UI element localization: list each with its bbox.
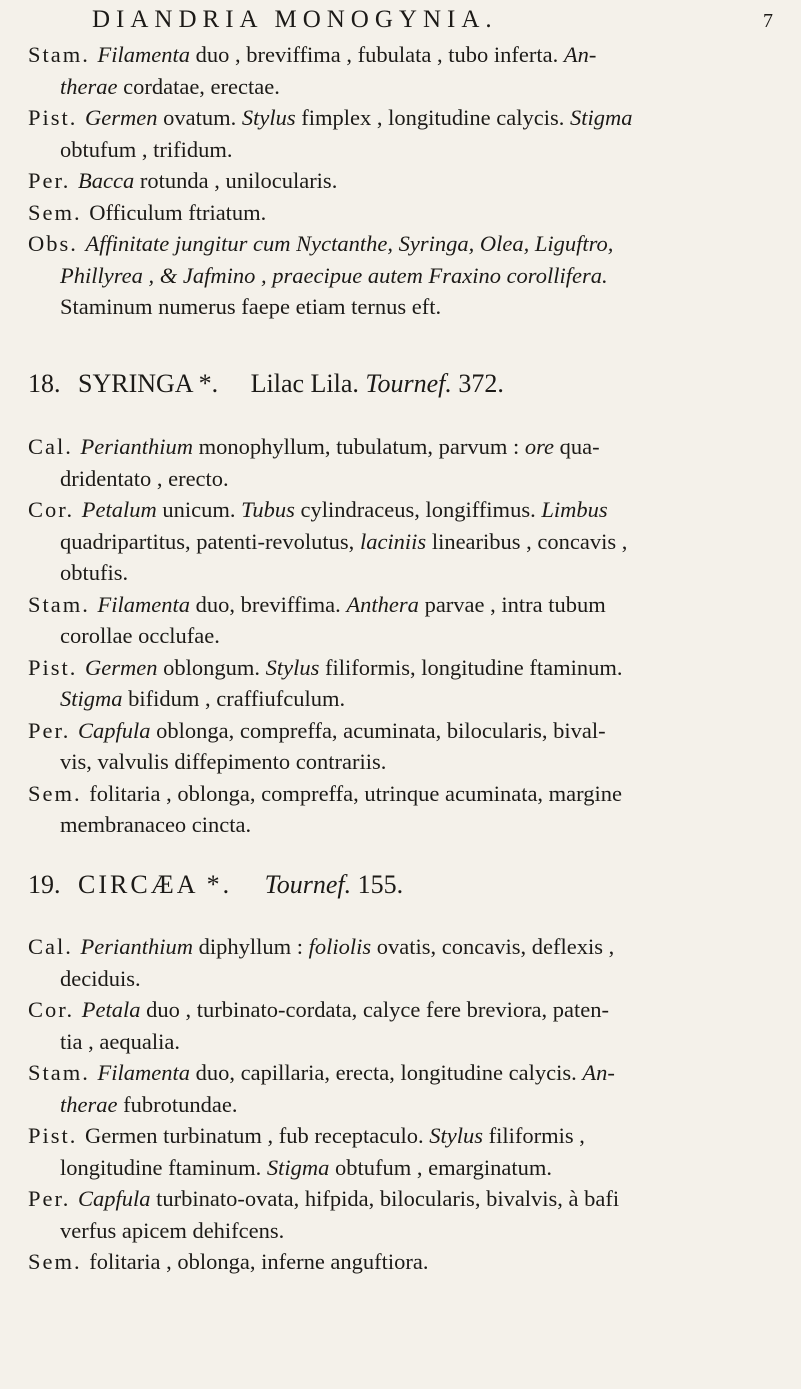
entry-line	[28, 497, 788, 523]
continuation-line	[60, 294, 441, 320]
continuation-line	[60, 686, 345, 712]
text-run: rotunda , unilocularis.	[134, 168, 338, 193]
entry-label: Sem.	[28, 780, 90, 806]
entry-line	[28, 655, 788, 681]
italic-term: therae	[60, 73, 118, 99]
entry-line	[28, 592, 788, 618]
italic-term: Perianthium	[80, 434, 193, 459]
entry-line	[28, 1249, 788, 1275]
entry-label: Pist.	[28, 1123, 86, 1148]
entry-line	[28, 1186, 788, 1212]
entry-line	[28, 42, 788, 68]
text-run: unicum.	[156, 497, 242, 522]
text-run: ovatis, concavis, deflexis ,	[371, 934, 615, 959]
entry-label: Stam.	[28, 42, 98, 67]
entry-line	[28, 105, 788, 131]
entry-label: Pist.	[28, 654, 86, 680]
text-run: folitaria , oblonga, inferne anguftiora.	[89, 1249, 429, 1274]
text-run: parvae , intra tubum	[418, 591, 606, 617]
italic-term: Anthera	[346, 591, 419, 617]
italic-term: Stylus	[241, 105, 296, 130]
italic-term: Capfula	[78, 1186, 151, 1211]
continuation-line	[60, 1155, 552, 1181]
text-run: filiformis ,	[483, 1123, 585, 1148]
reference-page: 155.	[357, 870, 404, 899]
text-run: obtufis.	[60, 560, 129, 585]
genus-number: 18.	[28, 369, 61, 398]
text-run: corollae occlufae.	[60, 623, 220, 648]
genus-heading-syringa	[28, 369, 504, 399]
continuation-line	[60, 74, 280, 100]
entry-label: Per.	[28, 1186, 79, 1211]
italic-term: Capfula	[78, 717, 151, 743]
italic-term: therae	[60, 1091, 118, 1117]
text-run: Germen turbinatum , fub receptaculo.	[85, 1123, 430, 1148]
text-run: fubrotundae.	[117, 1091, 238, 1117]
text-run: monophyllum, tubulatum, parvum :	[193, 434, 525, 459]
continuation-line	[60, 466, 229, 492]
entry-line	[28, 934, 788, 960]
continuation-line	[60, 749, 386, 775]
text-run: duo , breviffima , fubulata , tubo inferta.	[190, 42, 564, 67]
text-run: quadripartitus, patenti-revolutus,	[60, 528, 360, 554]
reference-author: Tournef.	[264, 870, 352, 899]
entry-label: Cal.	[28, 934, 81, 959]
entry-line	[28, 781, 788, 807]
text-run: verfus apicem dehifcens.	[60, 1217, 285, 1243]
italic-term: Bacca	[78, 168, 135, 193]
italic-term: Petalum	[81, 497, 157, 522]
italic-term: laciniis	[359, 528, 427, 554]
italic-term: Stigma	[60, 686, 123, 711]
text-run: tia , aequalia.	[60, 1028, 180, 1054]
page-number: 7	[763, 10, 773, 32]
text-run: deciduis.	[60, 965, 141, 991]
text-run: membranaceo cincta.	[60, 812, 252, 837]
text-run: vis, valvulis diffepimento contrariis.	[60, 749, 387, 774]
italic-term: Affinitate jungitur cum Nyctanthe, Syringa, Olea, Liguftro,	[85, 231, 614, 256]
common-name: Lilac Lila.	[250, 369, 359, 398]
italic-term: Tubus	[241, 497, 295, 522]
italic-term: Filamenta	[97, 591, 190, 617]
italic-term: Limbus	[541, 497, 608, 522]
entry-label: Sem.	[28, 199, 90, 225]
text-run: Staminum numerus faepe etiam ternus eft.	[60, 294, 442, 319]
reference-author: Tournef.	[365, 369, 452, 398]
entry-line	[28, 434, 788, 460]
text-run: Officulum ftriatum.	[89, 199, 267, 225]
continuation-line	[60, 966, 141, 992]
entry-line	[28, 1123, 788, 1149]
genus-name: CIRCÆA *.	[78, 870, 233, 899]
italic-term: Stigma	[266, 1154, 330, 1180]
italic-term: Filamenta	[97, 1060, 190, 1085]
text-run: bifidum , craffiufculum.	[122, 686, 346, 711]
entry-line	[28, 168, 788, 194]
italic-term: Stigma	[569, 105, 633, 130]
reference-page: 372.	[458, 369, 504, 398]
text-run: oblonga, compreffa, acuminata, bilocularis, bival-	[150, 717, 606, 743]
text-run: cylindraceus, longiffimus.	[294, 497, 542, 522]
continuation-line	[60, 623, 220, 649]
text-run: obtufum , emarginatum.	[329, 1154, 553, 1180]
entry-line	[28, 200, 788, 226]
italic-term: Stylus	[265, 654, 320, 680]
continuation-line	[60, 1092, 237, 1118]
italic-term: Stylus	[429, 1123, 484, 1148]
entry-label: Sem.	[28, 1249, 90, 1274]
text-run: duo, breviffima.	[190, 591, 347, 617]
text-run: dridentato , erecto.	[60, 465, 229, 491]
text-run: filiformis, longitudine ftaminum.	[319, 654, 623, 680]
text-run: linearibus , concavis ,	[426, 528, 628, 554]
entry-label: Obs.	[28, 231, 86, 256]
italic-term: Petala	[81, 997, 141, 1022]
genus-number: 19.	[28, 870, 61, 899]
continuation-line	[60, 1029, 180, 1055]
entry-label: Cor.	[28, 497, 82, 522]
entry-label: Cor.	[28, 997, 82, 1022]
running-header: DIANDRIA MONOGYNIA.	[92, 6, 498, 33]
text-run: duo , turbinato-cordata, calyce fere breviora, paten-	[140, 997, 610, 1022]
text-run: oblongum.	[157, 654, 266, 680]
genus-heading-circaea	[28, 870, 403, 900]
genus-name: SYRINGA *.	[78, 369, 219, 398]
italic-term: Germen	[85, 654, 158, 680]
entry-label: Cal.	[28, 434, 81, 459]
entry-line	[28, 1060, 788, 1086]
entry-line	[28, 231, 788, 257]
entry-label: Per.	[28, 717, 79, 743]
entry-label: Stam.	[28, 591, 98, 617]
continuation-line	[60, 137, 233, 163]
text-run: obtufum , trifidum.	[60, 136, 233, 162]
continuation-line	[60, 529, 627, 555]
entry-label: Per.	[28, 168, 79, 193]
italic-term: An-	[582, 1060, 615, 1085]
text-run: folitaria , oblonga, compreffa, utrinque acuminata, margine	[89, 780, 622, 806]
italic-term: foliolis	[308, 934, 372, 959]
italic-term: Germen	[85, 105, 158, 130]
text-run: diphyllum :	[193, 934, 309, 959]
italic-term: ore	[524, 434, 555, 459]
continuation-line	[60, 263, 608, 289]
entry-label: Stam.	[28, 1060, 98, 1085]
continuation-line	[60, 1218, 284, 1244]
continuation-line	[60, 812, 251, 838]
italic-term: Filamenta	[97, 42, 190, 67]
text-run: longitudine ftaminum.	[60, 1154, 267, 1180]
text-run: qua-	[554, 434, 600, 459]
entry-line	[28, 718, 788, 744]
entry-line	[28, 997, 788, 1023]
italic-term: An-	[563, 42, 597, 67]
continuation-line	[60, 560, 128, 586]
text-run: ovatum.	[157, 105, 242, 130]
text-run: turbinato-ovata, hifpida, bilocularis, bivalvis, à bafi	[150, 1186, 620, 1211]
entry-label: Pist.	[28, 105, 86, 130]
text-run: cordatae, erectae.	[117, 73, 280, 99]
text-run: fimplex , longitudine calycis.	[295, 105, 570, 130]
text-run: duo, capillaria, erecta, longitudine calycis.	[190, 1060, 583, 1085]
italic-term: Phillyrea , & Jafmino , praecipue autem Fraxino corollifera.	[60, 262, 608, 288]
italic-term: Perianthium	[80, 934, 193, 959]
